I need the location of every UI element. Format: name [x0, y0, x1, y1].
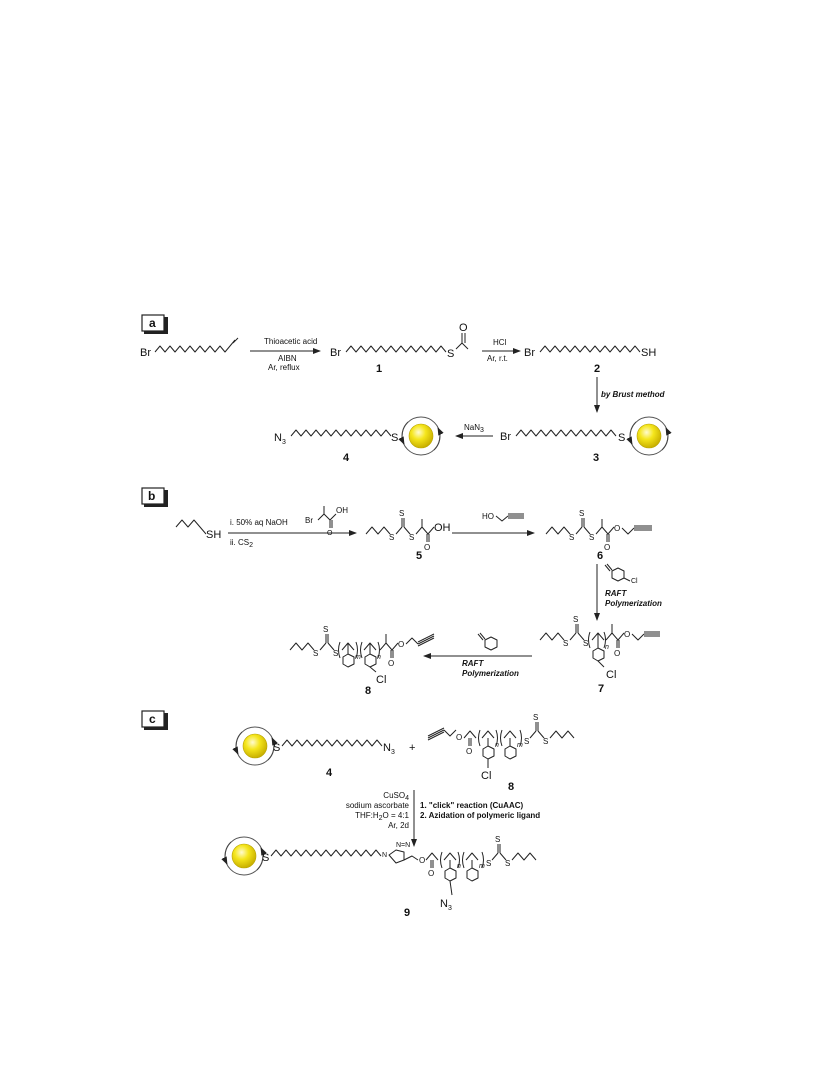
cond-b1-top1: i. 50% aq NaOH	[230, 518, 288, 527]
alkyl-chain	[516, 430, 616, 436]
atom-o: O	[327, 530, 333, 537]
panel-a-label: a	[149, 316, 156, 330]
atom-s: S	[618, 432, 626, 444]
atom-br: Br	[305, 516, 313, 525]
atom-n: n	[495, 742, 499, 749]
cond-c-left2: sodium ascorbate	[345, 801, 409, 810]
compound-8: 8	[508, 781, 515, 793]
compound-1: 1	[376, 363, 383, 375]
alkyl-chain	[155, 340, 235, 352]
cond-c-right2: 2. Azidation of polymeric ligand	[420, 811, 541, 820]
atom-n: n	[605, 644, 609, 651]
atom-cl: Cl	[631, 578, 638, 585]
atom-s: S	[391, 432, 399, 444]
atom-cl: Cl	[606, 669, 617, 681]
cond-a1-bot1: AIBN	[278, 354, 297, 363]
gold-nanoparticle	[402, 417, 440, 455]
cond-a4: NaN3	[464, 423, 484, 434]
atom-o: O	[604, 543, 611, 552]
atom-n3: $N_3$	[383, 742, 395, 756]
atom-s: S	[262, 852, 270, 864]
panel-c	[142, 711, 574, 919]
atom-br: Br	[500, 431, 511, 443]
atom-ho: HO	[482, 512, 494, 521]
atom-o: O	[419, 856, 426, 865]
compound-6: 6	[597, 550, 604, 562]
compound-3: 3	[593, 452, 600, 464]
atom-o: O	[466, 747, 473, 756]
atom-s: S	[579, 509, 585, 518]
cond-c-right1: 1. "click" reaction (CuAAC)	[420, 801, 524, 810]
cond-c-left4: Ar, 2d	[388, 821, 409, 830]
atom-o: O	[614, 524, 621, 533]
atom-s: S	[563, 639, 569, 648]
compound-7: 7	[598, 683, 605, 695]
atom-o: O	[614, 649, 621, 658]
gold-nanoparticle	[225, 837, 263, 875]
atom-triazole-n: N	[382, 852, 388, 859]
gold-nanoparticle	[630, 417, 668, 455]
atom-m: m	[355, 654, 361, 661]
atom-br: Br	[330, 347, 341, 359]
plus-sign: +	[409, 742, 416, 754]
atom-s: S	[583, 639, 589, 648]
atom-m: m	[517, 742, 523, 749]
butyl-chain	[176, 520, 206, 534]
cond-b4-1: RAFT	[462, 659, 484, 668]
atom-n: n	[377, 654, 381, 661]
cond-a3: by Brust method	[601, 390, 665, 399]
cond-c-left3: THF:H2O = 4:1	[355, 811, 409, 822]
cond-b3-2: Polymerization	[605, 599, 662, 608]
compound-9: 9	[404, 907, 411, 919]
atom-s: S	[589, 533, 595, 542]
atom-m: m	[479, 863, 485, 870]
atom-s: S	[447, 348, 455, 360]
alkyl-chain	[291, 430, 391, 436]
atom-s: S	[533, 713, 539, 722]
atom-cl: Cl	[481, 770, 492, 782]
compound-4: 4	[343, 452, 350, 464]
atom-o: O	[428, 869, 435, 878]
atom-s: S	[495, 835, 501, 844]
atom-s: S	[333, 649, 339, 658]
atom-oh: OH	[434, 522, 451, 534]
atom-o: O	[398, 640, 405, 649]
cond-a1-bot2: Ar, reflux	[268, 363, 300, 372]
compound-8: 8	[365, 685, 372, 697]
atom-sh: SH	[641, 347, 657, 359]
atom-o: O	[459, 322, 468, 334]
atom-triazole-nn: N=N	[396, 842, 411, 849]
atom-n3: $N_3$	[440, 898, 452, 912]
atom-s: S	[486, 859, 492, 868]
atom-s: S	[569, 533, 575, 542]
atom-o: O	[624, 630, 631, 639]
atom-s: S	[389, 533, 395, 542]
cond-b4-2: Polymerization	[462, 669, 519, 678]
atom-n: n	[457, 863, 461, 870]
atom-oh: OH	[336, 506, 348, 515]
gold-nanoparticle	[236, 727, 274, 765]
atom-s: S	[313, 649, 319, 658]
alkyl-chain	[540, 346, 640, 352]
cond-a2-top: HCl	[493, 338, 507, 347]
atom-s: S	[543, 737, 549, 746]
alkyl-chain	[271, 850, 381, 856]
alkyl-chain	[282, 740, 382, 746]
atom-n3: $N_3$	[274, 432, 286, 446]
panel-c-label: c	[149, 712, 156, 726]
atom-br: Br	[140, 347, 151, 359]
atom-s: S	[573, 615, 579, 624]
atom-s: S	[323, 625, 329, 634]
cond-a2-bot: Ar, r.t.	[487, 354, 508, 363]
atom-o: O	[456, 733, 463, 742]
atom-s: S	[399, 509, 405, 518]
atom-sh: SH	[206, 529, 222, 541]
atom-s: S	[409, 533, 415, 542]
alkyl-chain	[346, 346, 446, 352]
cond-b3-1: RAFT	[605, 589, 627, 598]
panel-b-label: b	[148, 489, 156, 503]
atom-s: S	[505, 859, 511, 868]
compound-5: 5	[416, 550, 423, 562]
cond-b1-top2: ii. CS2	[230, 538, 254, 549]
atom-cl: Cl	[376, 674, 387, 686]
atom-s: S	[273, 742, 281, 754]
panel-a	[140, 315, 668, 464]
compound-2: 2	[594, 363, 601, 375]
cond-c-left1: CuSO4	[383, 791, 409, 802]
cond-a1-top: Thioacetic acid	[264, 337, 318, 346]
atom-o: O	[388, 659, 395, 668]
atom-s: S	[524, 737, 530, 746]
atom-br: Br	[524, 347, 535, 359]
compound-4: 4	[326, 767, 333, 779]
panel-b	[142, 488, 662, 697]
atom-o: O	[424, 543, 431, 552]
